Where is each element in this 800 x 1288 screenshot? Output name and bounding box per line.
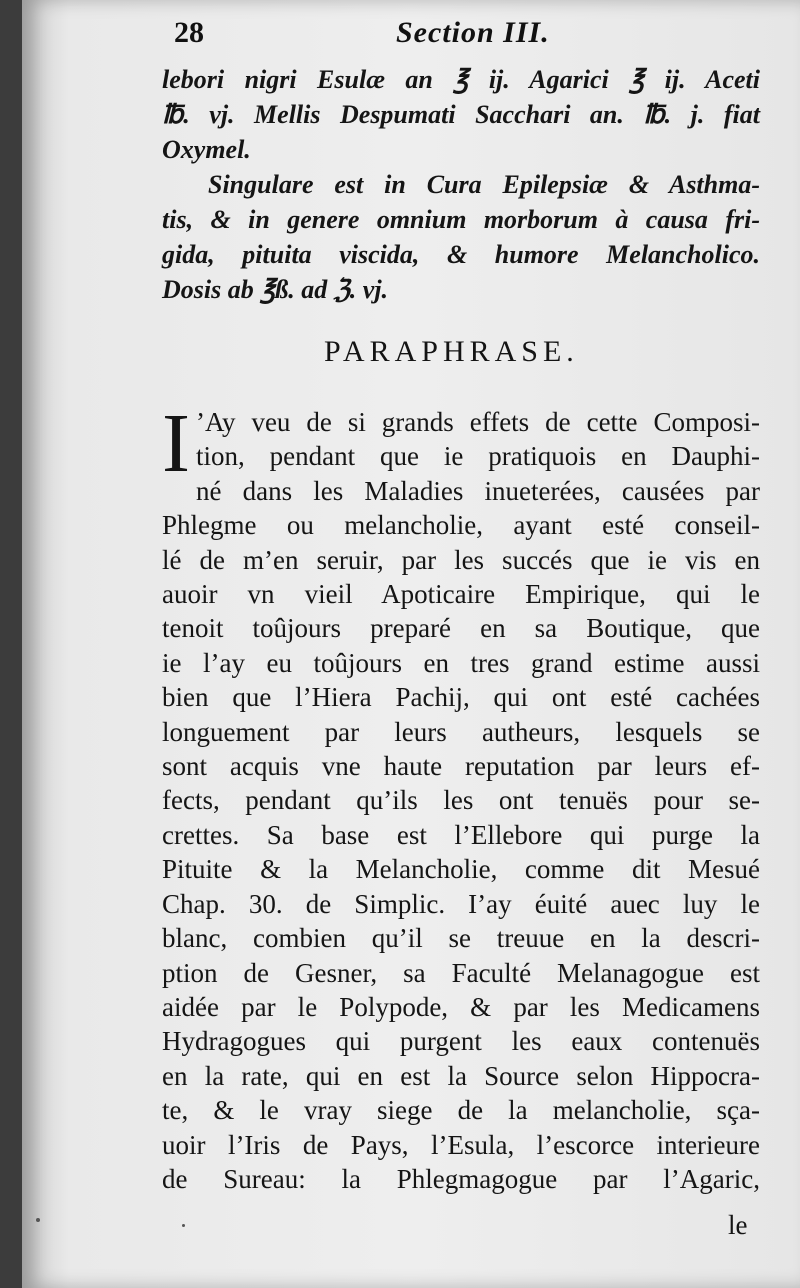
body-line: sont acquis vne haute reputation par leurs ef- (162, 751, 760, 782)
body-line: longuement par leurs autheurs, lesquels se (162, 716, 760, 747)
recipe-line: lebori nigri Esulæ an ℥ ij. Agarici ℥ ij. Aceti (162, 65, 760, 94)
paper-speck (36, 1218, 40, 1222)
recipe-text (162, 62, 760, 307)
body-line: bien que l’Hiera Pachij, qui ont esté cachées (162, 682, 760, 713)
body-line: en la rate, qui en est la Source selon Hippocra- (162, 1060, 760, 1091)
book-page (22, 0, 800, 1288)
body-line: tion, pendant que ie pratiquois en Dauphi- (195, 441, 760, 472)
body-text (162, 397, 760, 1196)
paraphrase-heading: PARAPHRASE. (324, 335, 579, 368)
body-line: blanc, combien qu’il se treuue en la descri- (162, 923, 760, 954)
body-line: Pituite & la Melancholie, comme dit Mesué (162, 854, 760, 885)
recipe-line: ℔. vj. Mellis Despumati Sacchari an. ℔. j. fiat (162, 100, 760, 129)
body-line: ie l’ay eu toûjours en tres grand estime aussi (162, 647, 760, 678)
body-line: auoir vn vieil Apoticaire Empirique, qui le (162, 579, 760, 610)
recipe-line: Oxymel. (162, 135, 251, 164)
body-line: Hydragogues qui purgent les eaux contenuës (162, 1026, 760, 1057)
body-line: crettes. Sa base est l’Ellebore qui purge la (162, 819, 760, 850)
recipe-line: Singulare est in Cura Epilepsiæ & Asthma- (208, 170, 760, 199)
body-line: ption de Gesner, sa Faculté Melanagogue est (162, 957, 760, 988)
page-number: 28 (174, 16, 204, 49)
body-line: Phlegme ou melancholie, ayant esté conseil- (162, 510, 760, 541)
recipe-line: tis, & in genere omnium morborum à causa fri- (162, 205, 760, 234)
running-header (174, 14, 594, 54)
body-line: fects, pendant qu’ils les ont tenuës pour se- (162, 785, 760, 816)
section-title: Section III. (396, 16, 550, 49)
recipe-line: gida, pituita viscida, & humore Melancholico. (162, 240, 760, 269)
body-line: lé de m’en seruir, par les succés que ie vis en (162, 544, 760, 575)
body-line: ’Ay veu de si grands effets de cette Composi- (195, 407, 760, 437)
body-line: Chap. 30. de Simplic. I’ay éuité auec luy le (162, 888, 760, 919)
body-line: aidée par le Polypode, & par les Medicamens (162, 991, 760, 1022)
drop-cap: I (162, 397, 190, 490)
catchword: le (728, 1210, 748, 1240)
body-line: tenoit toûjours preparé en sa Boutique, que (162, 613, 760, 644)
body-line: de Sureau: la Phlegmagogue par l’Agaric, (162, 1163, 760, 1194)
recipe-line: Dosis ab ℥ß. ad ℨ. vj. (162, 275, 389, 304)
body-line: né dans les Maladies inueterées, causées par (195, 475, 760, 506)
paper-speck (182, 1224, 185, 1227)
body-line: te, & le vray siege de la melancholie, sça- (162, 1095, 760, 1126)
body-line: uoir l’Iris de Pays, l’Esula, l’escorce interieure (162, 1129, 760, 1160)
